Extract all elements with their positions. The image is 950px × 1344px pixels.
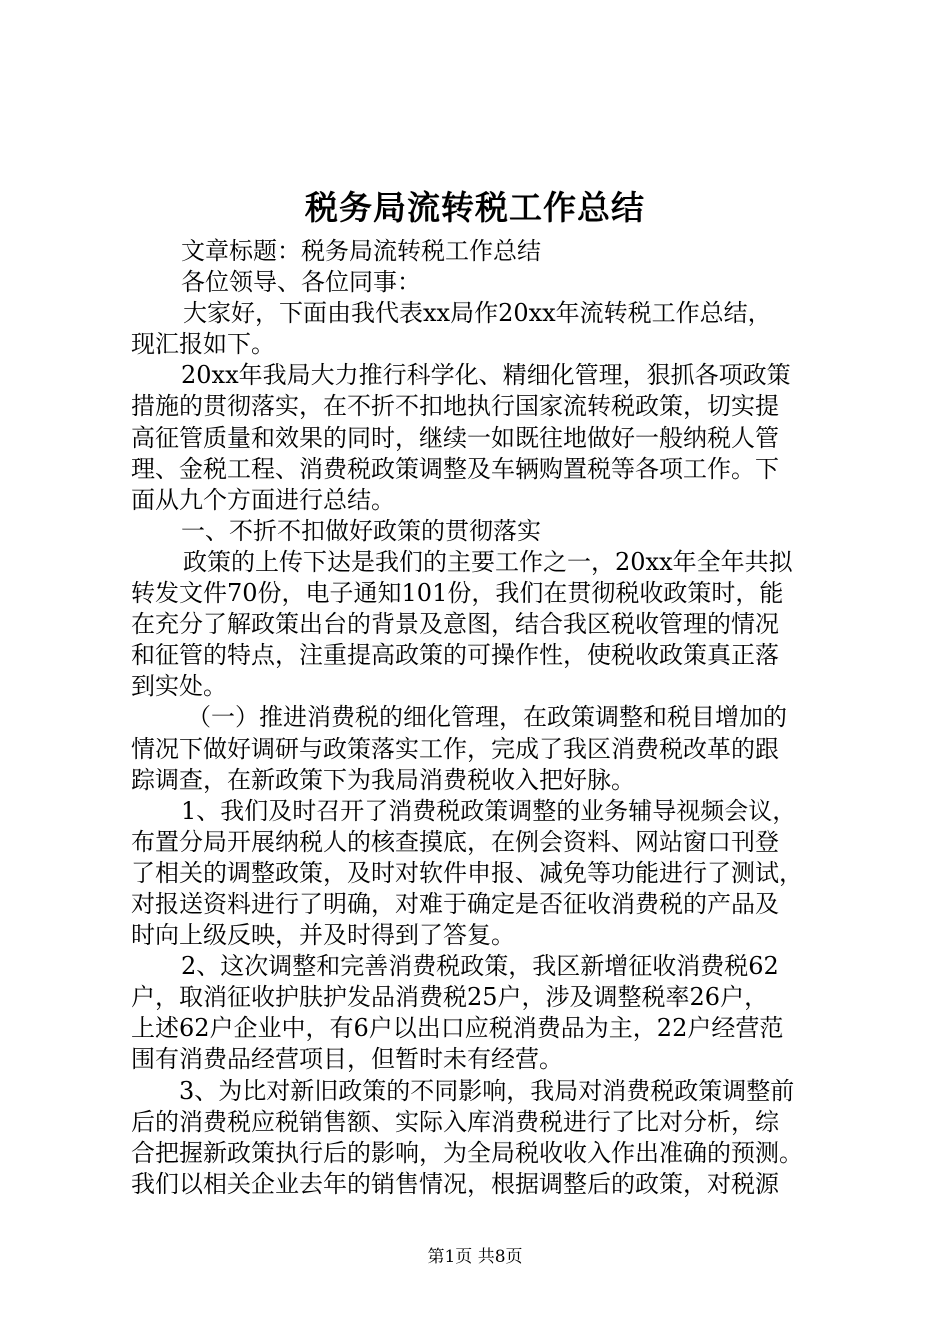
text-line: 我们以相关企业去年的销售情况，根据调整后的政策，对税源	[131, 1169, 779, 1198]
text-line: 面从九个方面进行总结。	[131, 485, 395, 514]
text-line: 转发文件70份，电子通知101份，我们在贯彻税收政策时，能	[131, 579, 784, 608]
text-line: 了相关的调整政策，及时对软件申报、减免等功能进行了测试，	[131, 858, 803, 887]
document-body	[131, 236, 831, 1200]
text-line: 围有消费品经营项目，但暂时未有经营。	[131, 1045, 563, 1074]
text-line: 20xx年我局大力推行科学化、精细化管理，狠抓各项政策	[181, 361, 791, 390]
text-line: 文章标题：税务局流转税工作总结	[181, 237, 541, 265]
text-line: 情况下做好调研与政策落实工作，完成了我区消费税改革的跟	[131, 734, 779, 763]
text-line: 现汇报如下。	[131, 330, 275, 359]
page-footer	[0, 1245, 950, 1269]
text-line: 大家好，下面由我代表xx局作20xx年流转税工作总结，	[183, 299, 772, 328]
text-line: 2、这次调整和完善消费税政策，我区新增征收消费税62	[181, 952, 779, 981]
text-line: 上述62户企业中，有6户以出口应税消费品为主，22户经营范	[131, 1014, 784, 1043]
text-line: 时向上级反映，并及时得到了答复。	[131, 921, 515, 950]
text-line: 在充分了解政策出台的背景及意图，结合我区税收管理的情况	[131, 610, 779, 639]
text-line: 踪调查，在新政策下为我局消费税收入把好脉。	[131, 765, 635, 794]
text-line: 和征管的特点，注重提高政策的可操作性，使税收政策真正落	[131, 641, 779, 670]
document-title: 税务局流转税工作总结	[305, 188, 645, 227]
text-line: 高征管质量和效果的同时，继续一如既往地做好一般纳税人管	[131, 423, 779, 452]
text-line: 措施的贯彻落实，在不折不扣地执行国家流转税政策，切实提	[131, 392, 779, 421]
text-line: 户，取消征收护肤护发品消费税25户，涉及调整税率26户，	[131, 983, 769, 1012]
section-heading: 一、不折不扣做好政策的贯彻落实	[181, 516, 541, 545]
text-line: （一）推进消费税的细化管理，在政策调整和税目增加的	[187, 703, 787, 732]
text-line: 各位领导、各位同事：	[181, 268, 421, 297]
text-line: 布置分局开展纳税人的核查摸底，在例会资料、网站窗口刊登	[131, 827, 779, 856]
page-number: 第1页 共8页	[427, 1247, 523, 1267]
text-line: 对报送资料进行了明确，对难于确定是否征收消费税的产品及	[131, 889, 779, 918]
text-line: 政策的上传下达是我们的主要工作之一，20xx年全年共拟	[183, 547, 793, 576]
text-line: 到实处。	[131, 672, 227, 701]
text-line: 理、金税工程、消费税政策调整及车辆购置税等各项工作。下	[131, 454, 779, 483]
text-line: 后的消费税应税销售额、实际入库消费税进行了比对分析，综	[131, 1107, 779, 1136]
text-line: 1、我们及时召开了消费税政策调整的业务辅导视频会议，	[181, 796, 797, 825]
text-line: 3、为比对新旧政策的不同影响，我局对消费税政策调整前	[179, 1076, 795, 1105]
text-line: 合把握新政策执行后的影响，为全局税收收入作出准确的预测。	[131, 1138, 803, 1167]
